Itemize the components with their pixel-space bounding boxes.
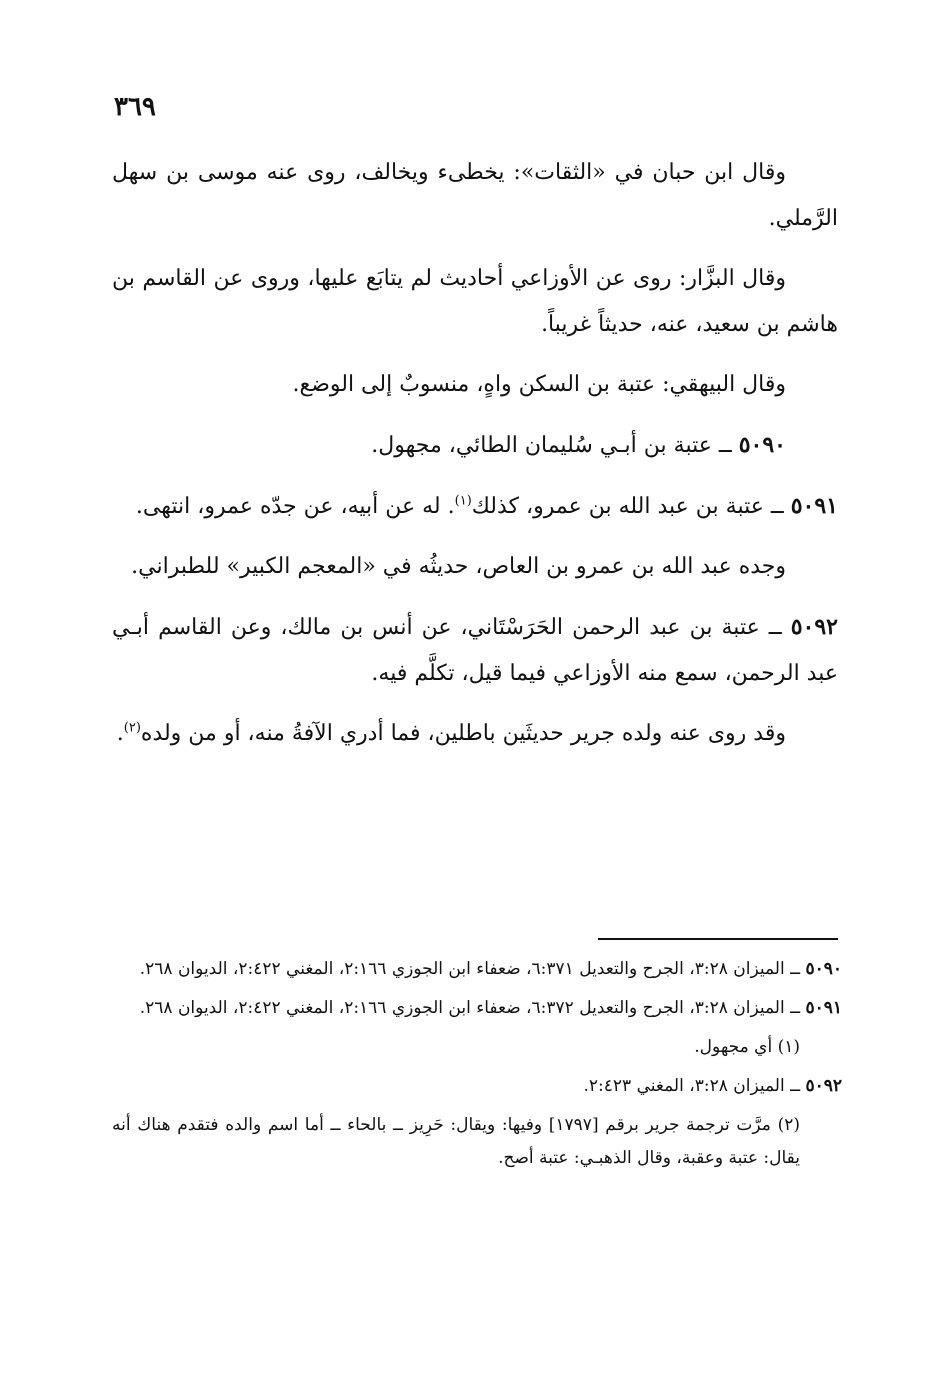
footnote-text: ــ الميزان ٣:٢٨، المغني ٢:٤٢٣. xyxy=(583,1076,806,1096)
footnote-divider xyxy=(598,938,838,940)
paragraph: وجده عبد الله بن عمرو بن العاص، حديثُه في «المعجم الكبير» للطبراني. xyxy=(131,554,786,579)
entry-text: . له عن أبيه، عن جدّه عمرو، انتهى. xyxy=(135,494,455,519)
footnotes xyxy=(112,953,842,1181)
footnote-number: ٥٠٩١ xyxy=(805,998,842,1018)
footnote-2: (٢) مرَّت ترجمة جرير برقم [١٧٩٧] وفيها: ويقال: حَرِيز ــ بالحاء ــ أما اسم والده فتقدم هناك أنه يقال: عتبة وعقبة، وقال الذهبـي: عتبة أصح. xyxy=(112,1115,801,1168)
paragraph xyxy=(112,711,838,757)
footnote-marker: (٢) xyxy=(123,720,141,736)
paragraph-text: . xyxy=(116,721,124,746)
footnote-5090 xyxy=(112,953,842,986)
entry-number: ٥٠٩١ xyxy=(790,493,838,519)
page-number: ٣٦٩ xyxy=(114,92,156,122)
paragraph: وقال ابن حبان في «الثقات»: يخطىء ويخالف، روى عنه موسى بن سهل الرَّملي. xyxy=(112,160,838,231)
footnote-number: ٥٠٩٠ xyxy=(805,959,842,979)
entry-text: ــ عتبة بن عبد الرحمن الحَرَسْتَاني، عن أنس بن مالك، وعن القاسم أبـي عبد الرحمن، سمع منه الأوزاعي فيما قيل، تكلَّم فيه. xyxy=(112,615,838,686)
entry-5090 xyxy=(112,422,838,469)
footnote-5091 xyxy=(112,992,842,1025)
entry-number: ٥٠٩٠ xyxy=(738,432,786,458)
entry-5091 xyxy=(112,483,838,530)
paragraph: وقال البيهقي: عتبة بن السكن واهٍ، منسوبٌ إلى الوضع. xyxy=(292,372,786,397)
footnote-marker: (١) xyxy=(454,493,472,509)
entry-number: ٥٠٩٢ xyxy=(790,614,838,640)
footnote-text: ــ الميزان ٣:٢٨، الجرح والتعديل ٦:٣٧٢، ضعفاء ابن الجوزي ٢:١٦٦، المغني ٢:٤٢٢، الديوان ٢٦٨. xyxy=(139,998,806,1018)
footnote-5092 xyxy=(112,1070,842,1103)
entry-5092 xyxy=(112,604,838,697)
footnote-1: (١) أي مجهول. xyxy=(694,1037,800,1057)
footnote-text: ــ الميزان ٣:٢٨، الجرح والتعديل ٦:٣٧١، ضعفاء ابن الجوزي ٢:١٦٦، المغني ٢:٤٢٢، الديوان ٢٦٨. xyxy=(139,959,806,979)
paragraph-text: وقد روى عنه ولده جرير حديثَين باطلين، فما أدري الآفةُ منه، أو من ولده xyxy=(140,721,786,746)
entry-text: ــ عتبة بن أبـي سُليمان الطائي، مجهول. xyxy=(371,433,739,458)
entry-text: ــ عتبة بن عبد الله بن عمرو، كذلك xyxy=(471,494,791,519)
footnote-number: ٥٠٩٢ xyxy=(805,1076,842,1096)
main-text xyxy=(112,150,838,771)
paragraph: وقال البزَّار: روى عن الأوزاعي أحاديث لم يتابَع عليها، وروى عن القاسم بن هاشم بن سعيد، عنه، حديثاً غريباً. xyxy=(112,266,838,337)
